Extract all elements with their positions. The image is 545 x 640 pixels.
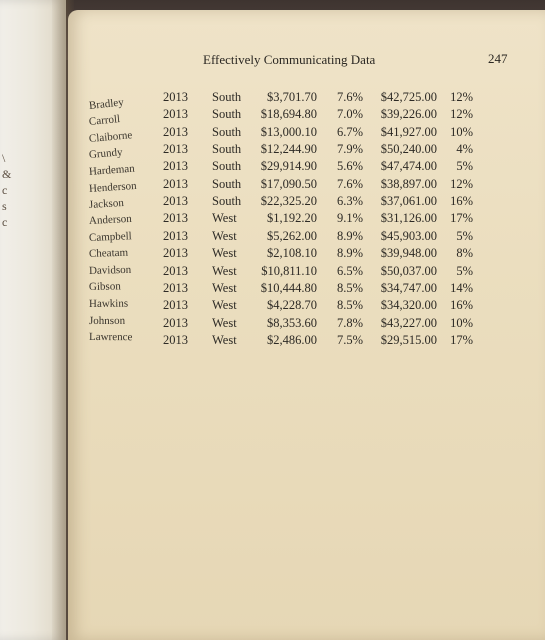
region-cell: West xyxy=(212,332,237,347)
table-row xyxy=(0,298,545,314)
year-cell: 2013 xyxy=(163,246,188,261)
amount1-cell: $10,444.80 xyxy=(260,280,317,295)
pct2-cell: 4% xyxy=(456,142,473,157)
county-cell: Jackson xyxy=(88,196,125,211)
amount1-cell: $22,325.20 xyxy=(260,194,317,209)
region-cell: West xyxy=(212,228,237,243)
county-cell: Claiborne xyxy=(88,129,133,145)
left-mark: c xyxy=(2,183,8,197)
county-cell: Hawkins xyxy=(88,297,129,310)
year-cell: 2013 xyxy=(163,332,188,347)
region-cell: South xyxy=(212,194,242,209)
pct1-cell: 9.1% xyxy=(336,211,363,226)
left-mark: & xyxy=(2,167,12,181)
region-cell: West xyxy=(212,315,237,330)
amount2-cell: $47,474.00 xyxy=(380,159,437,174)
left-mark: s xyxy=(2,199,7,213)
amount2-cell: $38,897.00 xyxy=(380,176,437,191)
table-row xyxy=(0,246,545,262)
year-cell: 2013 xyxy=(163,298,188,313)
year-cell: 2013 xyxy=(163,194,188,209)
region-cell: West xyxy=(212,280,237,295)
amount1-cell: $3,701.70 xyxy=(267,90,317,104)
year-cell: 2013 xyxy=(163,142,188,157)
region-cell: West xyxy=(212,246,237,261)
pct2-cell: 5% xyxy=(456,228,473,243)
pct2-cell: 10% xyxy=(450,124,473,139)
amount2-cell: $29,515.00 xyxy=(380,332,437,347)
amount2-cell: $43,227.00 xyxy=(380,315,437,330)
region-cell: West xyxy=(212,263,237,278)
county-cell: Cheatam xyxy=(88,247,129,261)
pct2-cell: 12% xyxy=(450,107,473,122)
amount1-cell: $12,244.90 xyxy=(260,142,317,157)
amount1-cell: $18,694.80 xyxy=(260,107,317,122)
region-cell: West xyxy=(212,298,237,313)
county-cell: Hardeman xyxy=(88,162,136,178)
year-cell: 2013 xyxy=(163,159,188,174)
county-cell: Johnson xyxy=(88,314,126,327)
year-cell: 2013 xyxy=(163,315,188,330)
page-number: 247 xyxy=(488,51,508,66)
table-row xyxy=(0,107,545,129)
table-row xyxy=(0,142,545,162)
pct1-cell: 8.9% xyxy=(336,246,363,261)
pct2-cell: 17% xyxy=(450,211,473,226)
year-cell: 2013 xyxy=(163,263,188,278)
amount2-cell: $41,927.00 xyxy=(380,124,437,139)
pct2-cell: 5% xyxy=(456,263,473,278)
amount2-cell: $31,126.00 xyxy=(380,211,437,226)
pct1-cell: 6.5% xyxy=(336,263,363,278)
table-row xyxy=(0,177,545,193)
pct2-cell: 12% xyxy=(450,176,473,191)
county-cell: Bradley xyxy=(88,96,125,112)
pct1-cell: 7.8% xyxy=(336,315,363,330)
region-cell: South xyxy=(212,124,242,139)
amount2-cell: $39,226.00 xyxy=(380,107,437,122)
pct1-cell: 6.7% xyxy=(336,124,363,139)
table-row xyxy=(0,229,545,245)
year-cell: 2013 xyxy=(163,228,188,243)
amount1-cell: $10,811.10 xyxy=(261,263,317,278)
pct2-cell: 8% xyxy=(456,246,473,261)
amount2-cell: $42,725.00 xyxy=(380,90,437,104)
county-cell: Campbell xyxy=(88,230,132,244)
table-row xyxy=(0,281,545,297)
pct2-cell: 12% xyxy=(450,90,473,104)
table-row xyxy=(0,124,545,145)
table-row xyxy=(0,159,545,178)
pct2-cell: 16% xyxy=(450,298,473,313)
table-row xyxy=(0,211,545,227)
amount1-cell: $2,486.00 xyxy=(267,332,317,347)
amount2-cell: $37,061.00 xyxy=(380,194,437,209)
pct1-cell: 7.6% xyxy=(336,90,363,104)
region-cell: South xyxy=(212,90,242,104)
region-cell: South xyxy=(212,159,242,174)
amount1-cell: $5,262.00 xyxy=(267,228,317,243)
county-cell: Anderson xyxy=(88,213,133,228)
county-cell: Davidson xyxy=(88,263,132,277)
year-cell: 2013 xyxy=(163,280,188,295)
region-cell: South xyxy=(212,142,242,157)
pct2-cell: 5% xyxy=(456,159,473,174)
amount1-cell: $29,914.90 xyxy=(260,159,317,174)
year-cell: 2013 xyxy=(163,107,188,122)
table-row xyxy=(0,194,545,210)
region-cell: West xyxy=(212,211,237,226)
county-cell: Gibson xyxy=(88,280,121,294)
year-cell: 2013 xyxy=(163,211,188,226)
pct1-cell: 8.5% xyxy=(336,280,363,295)
amount1-cell: $4,228.70 xyxy=(267,298,317,313)
amount1-cell: $17,090.50 xyxy=(260,176,317,191)
amount1-cell: $13,000.10 xyxy=(260,124,317,139)
region-cell: South xyxy=(212,176,242,191)
county-cell: Carroll xyxy=(88,113,121,129)
pct1-cell: 8.9% xyxy=(336,228,363,243)
amount2-cell: $34,320.00 xyxy=(380,298,437,313)
pct1-cell: 7.0% xyxy=(336,107,363,122)
amount1-cell: $8,353.60 xyxy=(267,315,317,330)
pct2-cell: 16% xyxy=(450,194,473,209)
pct2-cell: 14% xyxy=(450,280,473,295)
amount2-cell: $50,240.00 xyxy=(380,142,437,157)
amount1-cell: $1,192.20 xyxy=(267,211,317,226)
table-row xyxy=(0,264,545,280)
pct1-cell: 5.6% xyxy=(336,159,363,174)
pct1-cell: 6.3% xyxy=(336,194,363,209)
year-cell: 2013 xyxy=(163,124,188,139)
pct1-cell: 8.5% xyxy=(336,298,363,313)
amount2-cell: $45,903.00 xyxy=(380,228,437,243)
pct1-cell: 7.9% xyxy=(336,142,363,157)
pct1-cell: 7.5% xyxy=(336,332,363,347)
county-cell: Lawrence xyxy=(88,331,133,344)
left-mark: c xyxy=(2,215,8,229)
amount2-cell: $50,037.00 xyxy=(380,263,437,278)
amount2-cell: $34,747.00 xyxy=(380,280,437,295)
region-cell: South xyxy=(212,107,242,122)
year-cell: 2013 xyxy=(163,176,188,191)
year-cell: 2013 xyxy=(163,90,188,104)
pct2-cell: 10% xyxy=(450,315,473,330)
county-cell: Grundy xyxy=(88,146,123,162)
table-row xyxy=(0,333,545,349)
left-mark: \ xyxy=(2,151,6,165)
amount2-cell: $39,948.00 xyxy=(380,246,437,261)
county-cell: Henderson xyxy=(88,179,137,195)
page-header-title: Effectively Communicating Data xyxy=(203,52,376,67)
pct2-cell: 17% xyxy=(450,332,473,347)
table-row xyxy=(0,90,545,112)
amount1-cell: $2,108.10 xyxy=(267,246,317,261)
table-row xyxy=(0,316,545,332)
pct1-cell: 7.6% xyxy=(336,176,363,191)
